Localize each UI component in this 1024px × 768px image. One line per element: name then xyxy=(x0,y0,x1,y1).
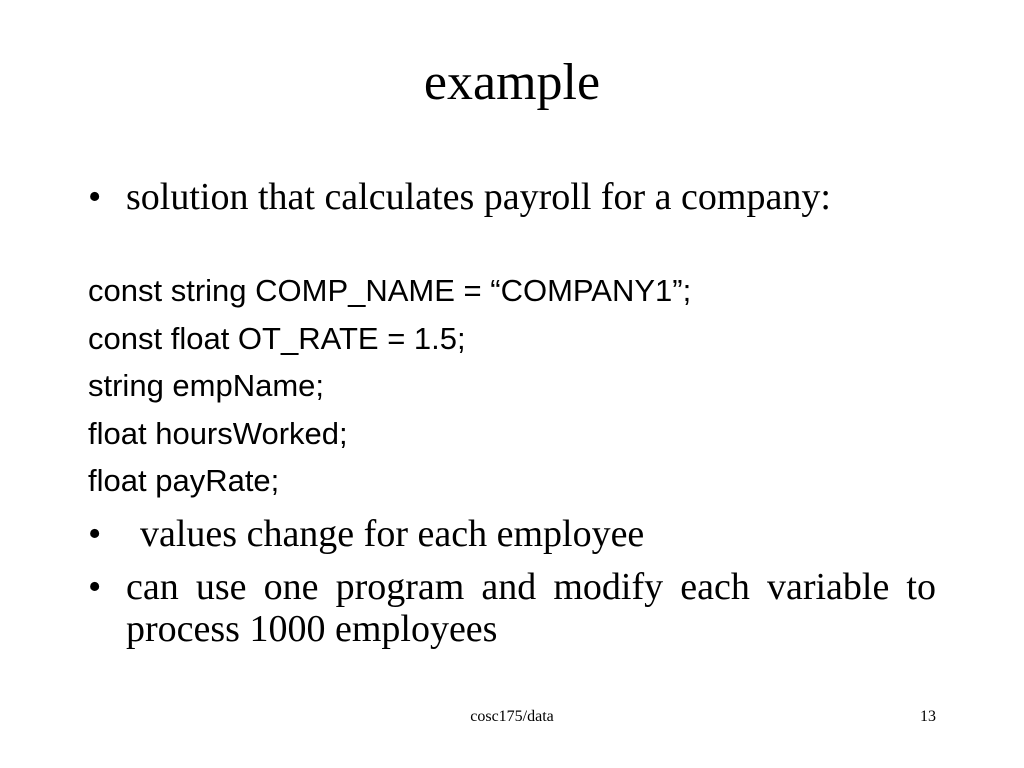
code-line: float payRate; xyxy=(88,463,280,498)
bullet-item xyxy=(88,513,936,555)
slide-title: example xyxy=(423,54,601,111)
bullet-marker: • xyxy=(88,566,102,608)
code-line: float hoursWorked; xyxy=(88,416,348,451)
bullet-marker: • xyxy=(88,513,102,555)
bullet-text: values change for each employee xyxy=(140,513,645,555)
code-line: const float OT_RATE = 1.5; xyxy=(88,321,466,356)
footer-course-label: cosc175/data xyxy=(470,708,554,725)
bullet-marker: • xyxy=(88,176,102,218)
code-line: string empName; xyxy=(88,368,325,403)
bullet-item xyxy=(88,176,936,218)
bullet-text: can use one program and modify each variable to process 1000 employees xyxy=(126,566,936,650)
slide-number: 13 xyxy=(920,708,936,725)
bullet-text: solution that calculates payroll for a company: xyxy=(126,176,831,218)
bullet-item xyxy=(88,566,936,650)
code-line: const string COMP_NAME = “COMPANY1”; xyxy=(88,273,692,308)
